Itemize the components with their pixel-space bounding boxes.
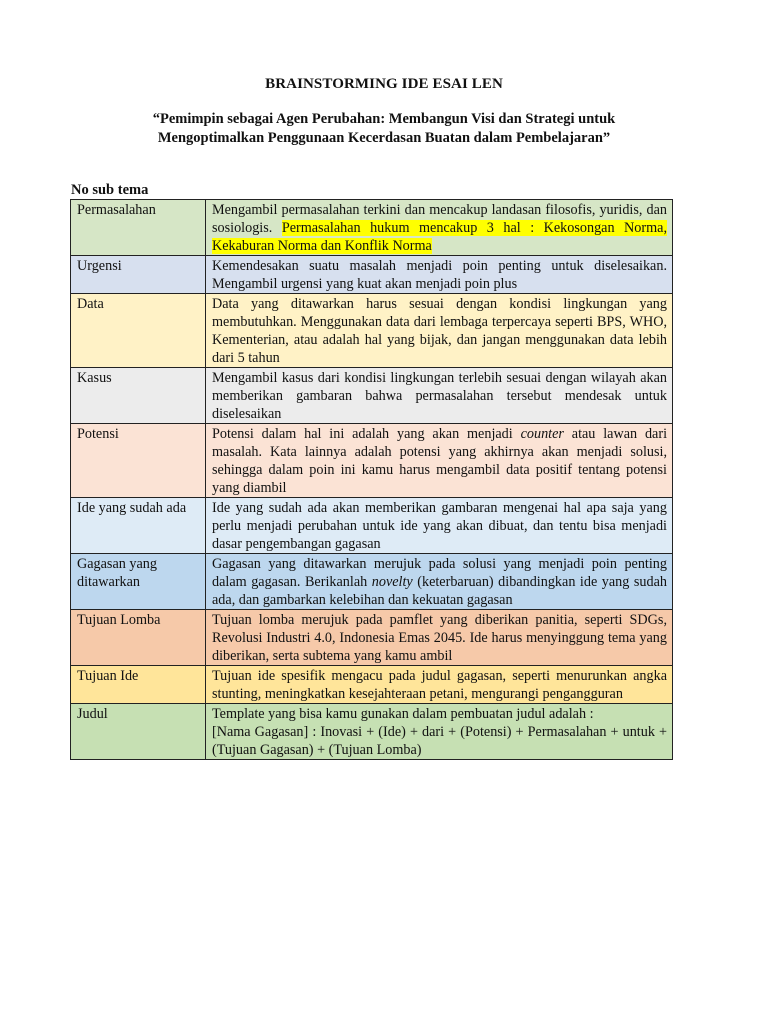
row-description: Mengambil kasus dari kondisi lingkungan terlebih sesuai dengan wilayah akan memberikan gambaran bahwa permasalahan tersebut mendesak untuk diselesaikan — [206, 368, 673, 424]
row-key: Data — [71, 294, 206, 368]
row-key: Potensi — [71, 424, 206, 498]
subtitle-line-2: Mengoptimalkan Penggunaan Kecerdasan Buatan dalam Pembelajaran” — [157, 130, 611, 146]
document-title: BRAINSTORMING IDE ESAI LEN — [265, 76, 503, 92]
row-description: Tujuan ide spesifik mengacu pada judul gagasan, seperti menurunkan angka stunting, meningkatkan kesejahteraan petani, mengurangi pengangguran — [206, 666, 673, 704]
row-description: Ide yang sudah ada akan memberikan gambaran mengenai hal apa saja yang perlu menjadi perubahan untuk ide yang akan dibuat, dan tentu bisa menjadi dasar pengembangan gagasan — [206, 498, 673, 554]
row-key: Judul — [71, 704, 206, 760]
table-row — [71, 424, 673, 498]
subtheme-table — [70, 199, 673, 760]
row-key: Kasus — [71, 368, 206, 424]
row-description: Potensi dalam hal ini adalah yang akan menjadi counter atau lawan dari masalah. Kata lainnya adalah potensi yang akhirnya akan menjadi solusi, sehingga dalam poin ini kamu harus mengambil data positif tentang potensi yang diambil — [206, 424, 673, 498]
row-description: Gagasan yang ditawarkan merujuk pada solusi yang menjadi poin penting dalam gagasan. Berikanlah novelty (keterbaruan) dibandingkan ide yang sudah ada, dan gambarkan kelebihan dan kekuatan gagasan — [206, 554, 673, 610]
row-key: Urgensi — [71, 256, 206, 294]
table-row — [71, 704, 673, 760]
section-label: No sub tema — [71, 182, 149, 198]
italic-term: counter — [520, 426, 564, 442]
row-key: Gagasan yang ditawarkan — [71, 554, 206, 610]
table-row — [71, 498, 673, 554]
row-description: Tujuan lomba merujuk pada pamflet yang diberikan panitia, seperti SDGs, Revolusi Industri 4.0, Indonesia Emas 2045. Ide harus menyinggung tema yang diberikan, serta subtema yang kamu ambil — [206, 610, 673, 666]
row-description: Template yang bisa kamu gunakan dalam pembuatan judul adalah : [Nama Gagasan] : Inovasi + (Ide) + dari + (Potensi) + Permasalahan + untuk + (Tujuan Gagasan) + (Tujuan Lomba) — [206, 704, 673, 760]
table-row — [71, 294, 673, 368]
row-description: Kemendesakan suatu masalah menjadi poin penting untuk diselesaikan. Mengambil urgensi yang kuat akan menjadi poin plus — [206, 256, 673, 294]
table-row — [71, 610, 673, 666]
table-row — [71, 666, 673, 704]
document-subtitle — [120, 110, 648, 148]
row-description: Data yang ditawarkan harus sesuai dengan kondisi lingkungan yang membutuhkan. Menggunakan data dari lembaga terpercaya seperti BPS, WHO, Kementerian, atau adalah hal yang bijak, dan jangan menggunakan data lebih dari 5 tahun — [206, 294, 673, 368]
subtitle-line-1: “Pemimpin sebagai Agen Perubahan: Membangun Visi dan Strategi untuk — [152, 111, 616, 127]
row-key: Ide yang sudah ada — [71, 498, 206, 554]
italic-term: novelty — [371, 574, 413, 590]
table-row — [71, 200, 673, 256]
highlighted-text: Permasalahan hukum mencakup 3 hal : Kekosongan Norma, Kekaburan Norma dan Konflik Norma — [212, 220, 668, 254]
table-row — [71, 554, 673, 610]
row-key: Tujuan Lomba — [71, 610, 206, 666]
row-key: Permasalahan — [71, 200, 206, 256]
row-key: Tujuan Ide — [71, 666, 206, 704]
row-description: Mengambil permasalahan terkini dan mencakup landasan filosofis, yuridis, dan sosiologis. Permasalahan hukum mencakup 3 hal : Kekosongan Norma, Kekaburan Norma dan Konflik Norma — [206, 200, 673, 256]
table-row — [71, 256, 673, 294]
table-row — [71, 368, 673, 424]
